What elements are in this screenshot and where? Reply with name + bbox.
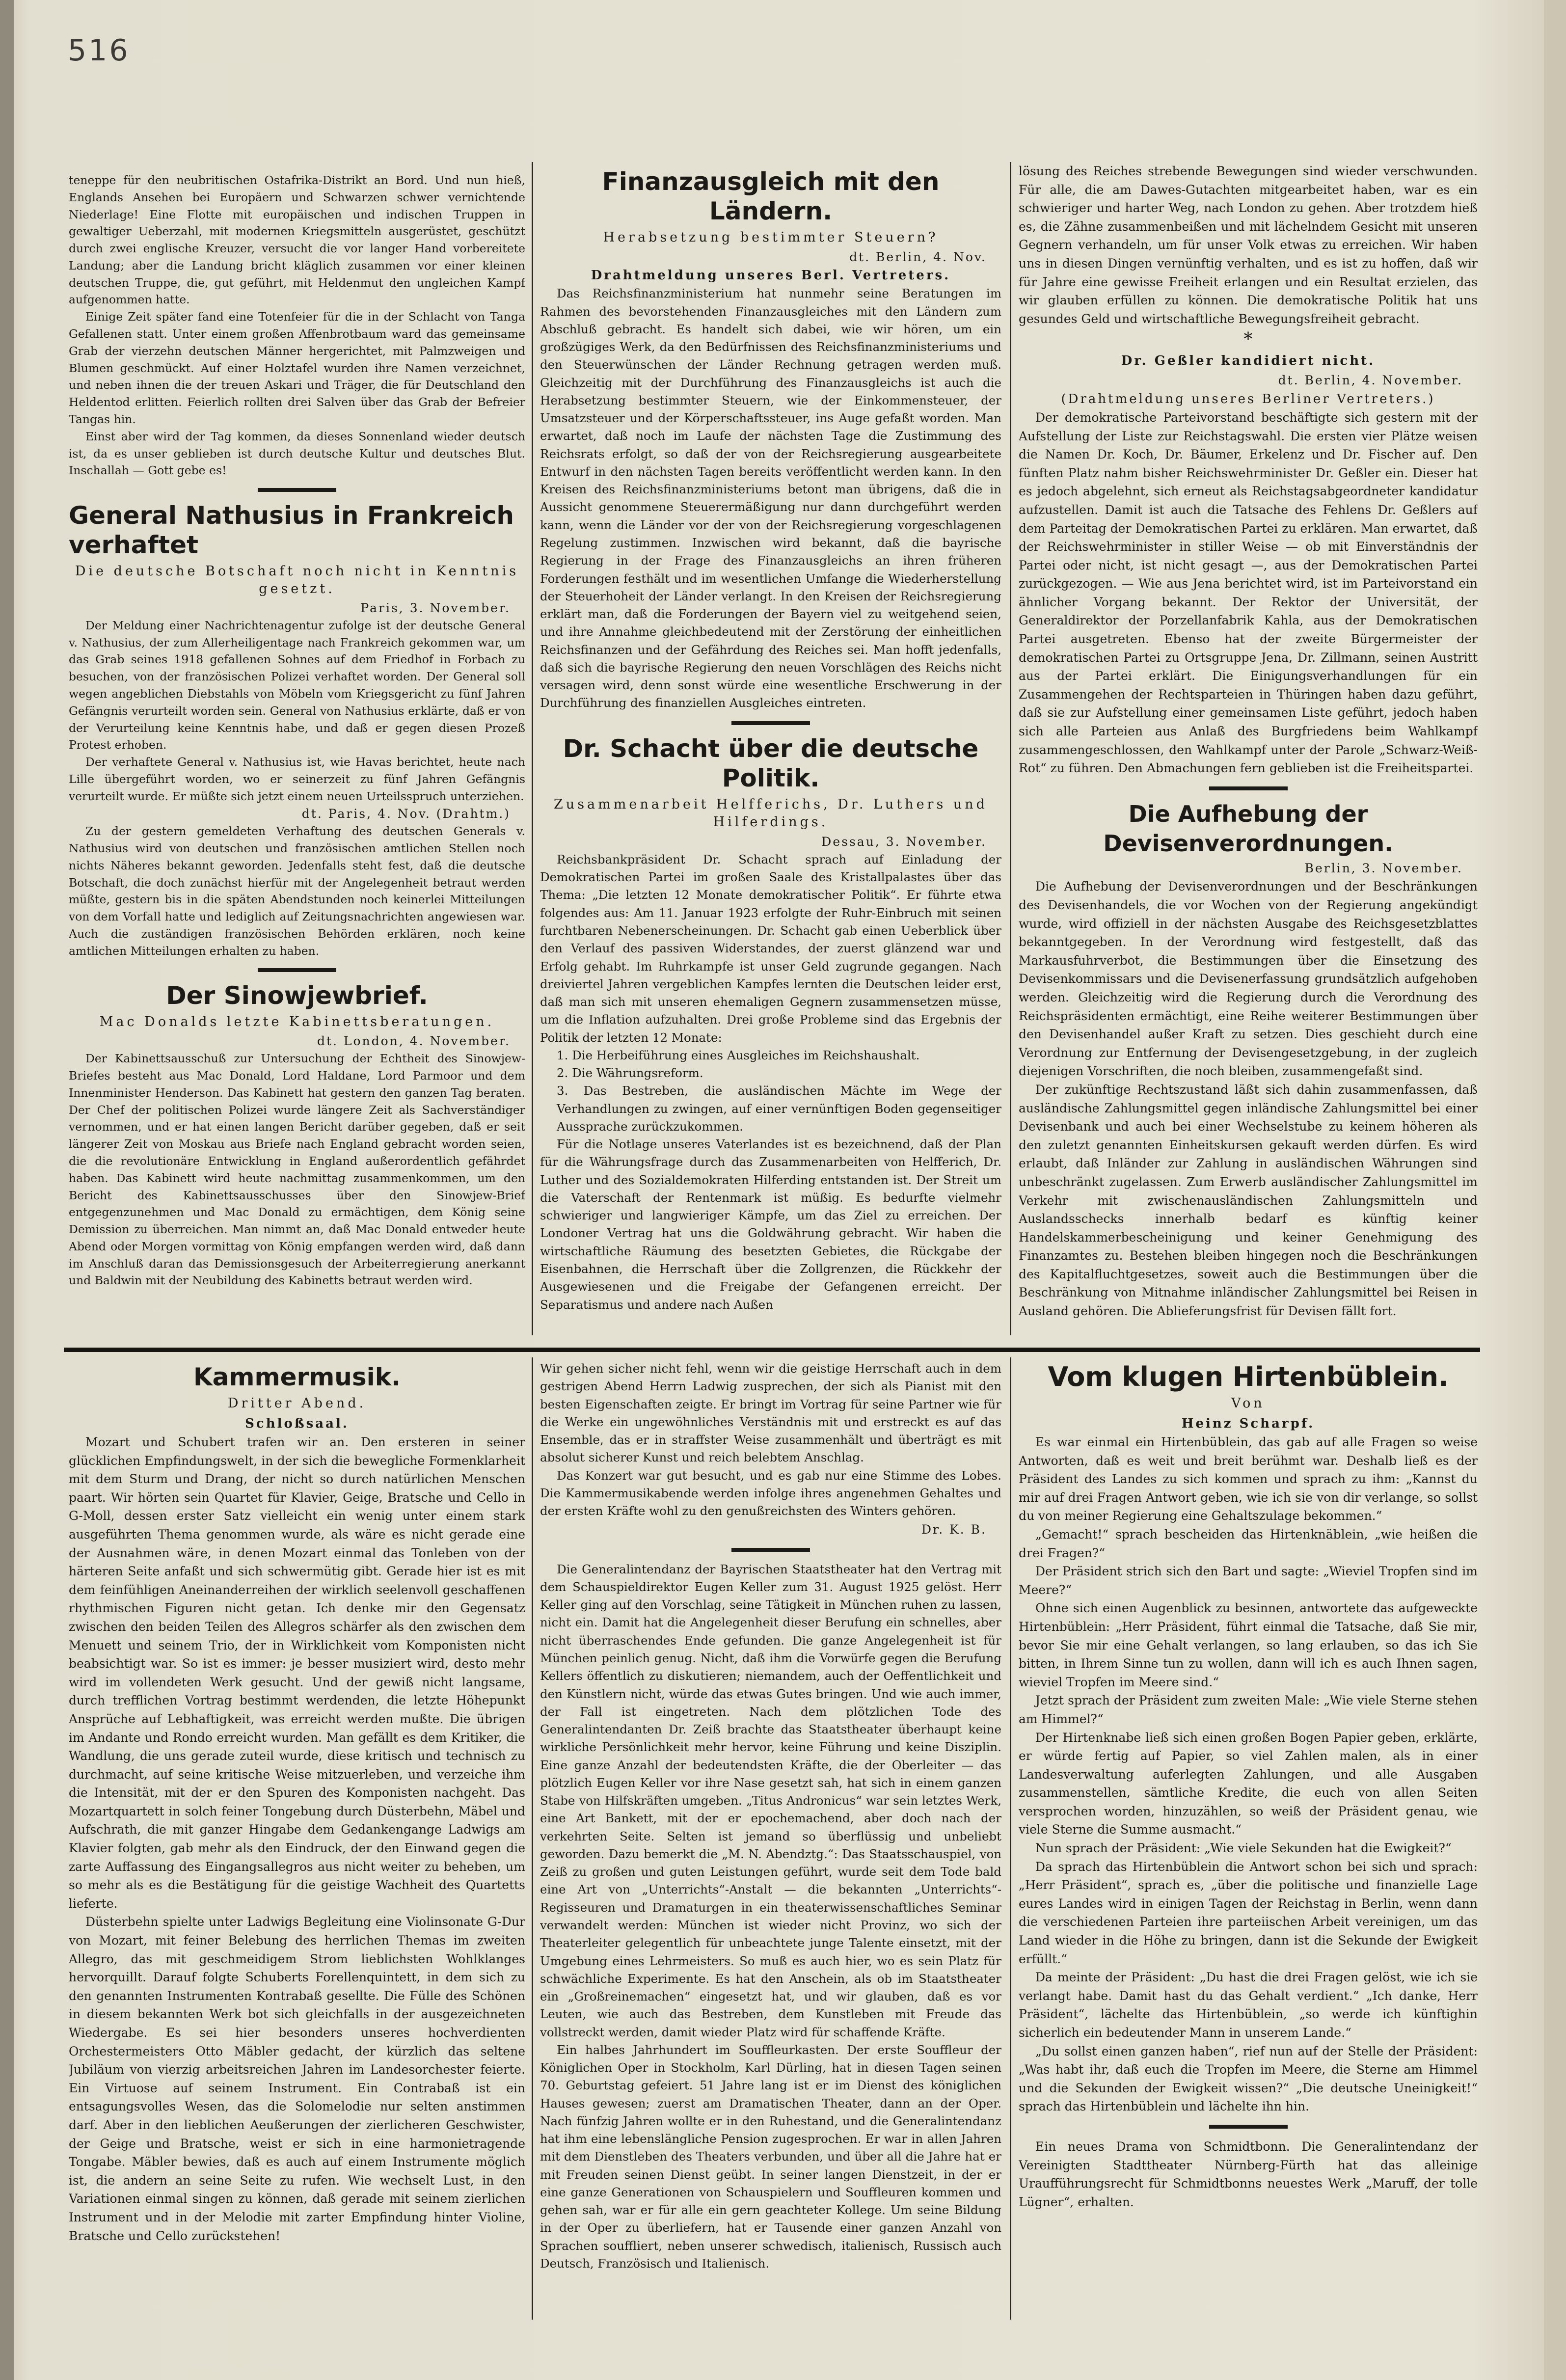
byline-gessler: (Drahtmeldung unseres Berliner Vertreters.) [1061, 391, 1435, 406]
dateline-devisenverordnungen: Berlin, 3. November. [1304, 861, 1463, 875]
article-separator [731, 1548, 810, 1552]
signature-kammermusik: Dr. K. B. [921, 1522, 987, 1537]
column-1 [69, 172, 525, 1340]
story-para-3: Der Präsident strich sich den Bart und sagte: „Wieviel Tropfen sind im Meere?“ [1019, 1564, 1478, 1597]
article-separator [1209, 786, 1288, 790]
byline-von: Von [1231, 1396, 1265, 1411]
headline-sinowjewbrief: Der Sinowjewbrief. [166, 981, 428, 1010]
article-nathusius-para-2: Der verhaftete General v. Nathusius ist, wie Havas berichtet, heute nach Lille übergeführt worden, wo er seinerzeit zu fünf Jahren Gefängnis verurteilt wurde. Er müßte sich jetzt einem neuen Urteilsspruch unterziehen. [69, 755, 525, 803]
article-tanga-para-2: Einige Zeit später fand eine Totenfeier für die in der Schlacht von Tanga Gefallenen statt. Unter einem großen Affenbrotbaum ward das gemeinsame Grab der vierzehn deutschen Männer hergerichtet, mit Palmzweigen und Blumen geschmückt. Auf einer Holztafel wurden ihre Namen verzeichnet, und neben ihnen die der treuen Askari und Träger, die für Deutschland den Heldentod erlitten. Feierlich rollten drei Salven über das Grab der Befreier Tangas hin. [69, 310, 525, 426]
article-nathusius-para-3: Zu der gestern gemeldeten Verhaftung des deutschen Generals v. Nathusius wird von deutschen und französischen amtlichen Stellen noch nichts Näheres bekannt geworden. Jedenfalls steht fest, daß die deutsche Botschaft, die doch zunächst hierfür mit der Angelegenheit betraut werden müßte, gestern bis in die späten Abendstunden noch keinerlei Mitteilungen von dem Vorfall hatte und lediglich auf Zeitungsnachrichten angewiesen war. Auch die zuständigen französischen Behörden erklären, noch keine amtlichen Mitteilungen erhalten zu haben. [69, 824, 525, 958]
story-para-6: Der Hirtenknabe ließ sich einen großen Bogen Papier geben, erklärte, er würde fertig auf Papier, so viel Zahlen malen, als in einer Landesverwaltung auferlegten Zahlungen, und alle Ausgaben zusammenstellen, sämtliche Kredite, die euch von allen Seiten versprochen worden, hinzuzählen, so weiß der Präsident genau, wie viele Sterne die Summe ausmacht.“ [1019, 1730, 1478, 1837]
column-rule [1010, 1357, 1011, 2320]
headline-nathusius: General Nathusius in Frankreich verhaftet [69, 501, 514, 560]
subheadline-nathusius: Die deutsche Botschaft noch nicht in Kenntnis gesetzt. [75, 564, 519, 597]
page-number: 516 [68, 33, 130, 68]
story-para-2: „Gemacht!“ sprach bescheiden das Hirtenknäblein, „wie heißen die drei Fragen?“ [1019, 1527, 1478, 1560]
article-kammermusik-para-1: Mozart und Schubert trafen wir an. Den ersteren in seiner glücklichen Empfindungswelt, in der sich die bewegliche Formenklarheit mit dem Sturm und Drang, der nicht so durch natürlichen Menschen paart. Wir hörten sein Quartet für Klavier, Geige, Bratsche und Cello in G-Moll, dessen erster Satz vielleicht ein wenig unter einem stark ausgeführten Thema genommen wurde, als wäre es nicht gerade eine der Ausnahmen wäre, in denen Mozart einmal das Tonleben von der härteren Seite anfaßt und sich schwermütig gibt. Gerade hier ist es mit dem feinfühligen Aneinanderreihen der wirklich seelenvoll geschaffenen rhythmischen Figuren nicht getan. Ich denke mir den Gegensatz zwischen den beiden Teilen des Allegros schärfer als den zwischen dem Menuett und seinem Trio, der in Wirklichkeit vom Komponisten nicht beabsichtigt war. So ist es immer: je besser musiziert wird, desto mehr wird im vollendeten Werk gesucht. Und der gewiß nicht langsame, durch trefflichen Vortrag bestimmt werdenden, die letzte Höhepunkt Ansprüche auf Lebhaftigkeit, was erreicht werden mußte. Die übrigen im Andante und Rondo erreicht wurden. Man gefällt es dem Kritiker, die Wandlung, die uns gerade zuteil wurde, diese kritisch und technisch zu durchmacht, auf seine kritische Weise mitzuerleben, und verzeiche ihm die Intensität, mit der er den Spuren des Komponisten nachgeht. Das Mozartquartett in solch feiner Tongebung durch Düsterbehn, Mäbel und Aufschrath, die mit ganzer Hingabe dem Gedankengange Ladwigs am Klavier folgten, gab mehr als den Eindruck, der den Einwand gegen die zarte Auffassung des Eingangsallegros aus nicht weiter zu beheben, um so mehr als es die Bestätigung für die geistige Wachheit des Quartetts lieferte. [69, 1435, 525, 1911]
dateline-nathusius-1: Paris, 3. November. [360, 601, 511, 616]
dateline-nathusius-2: dt. Paris, 4. Nov. (Drahtm.) [301, 807, 511, 821]
subheadline-sinowjewbrief: Mac Donalds letzte Kabinettsberatungen. [99, 1014, 495, 1030]
headline-gessler: Dr. Geßler kandidiert nicht. [1121, 353, 1376, 369]
binding-edge [0, 0, 14, 2380]
subheadline-kammermusik: Dritter Abend. [227, 1396, 367, 1411]
headline-devisenverordnungen: Die Aufhebung der Devisenverordnungen. [1103, 800, 1393, 857]
headline-schacht: Dr. Schacht über die deutsche Politik. [563, 734, 979, 792]
story-para-10: „Du sollst einen ganzen haben“, rief nun auf der Stelle der Präsident: „Was habt ihr, daß euch die Tropfen im Meere, die Sterne am Himmel und die Sekunden der Ewigkeit wissen?“ „Die deutsche Uneinigkeit!“ sprach das Hirtenbüblein und lächelte ihn hin. [1019, 2044, 1478, 2114]
dateline-schacht: Dessau, 3. November. [821, 834, 987, 849]
headline-finanzausgleich: Finanzausgleich mit den Ländern. [602, 167, 940, 225]
dateline-sinowjewbrief: dt. London, 4. November. [317, 1034, 511, 1049]
column-rule [1010, 162, 1011, 1335]
subheadline-finanzausgleich: Herabsetzung bestimmter Steuern? [603, 230, 939, 245]
dateline-finanzausgleich: dt. Berlin, 4. Nov. [849, 250, 987, 264]
article-nathusius-para-1: Der Meldung einer Nachrichtenagentur zufolge ist der deutsche General v. Nathusius, der zum Allerheiligentage nach Frankreich gekommen war, um das Grab seines 1918 gefallenen Sohnes auf dem Friedhof in Forbach zu besuchen, von der französischen Polizei verhaftet worden. Der General soll wegen angeblichen Diebstahls von Möbeln vom Kriegsgericht zu fünf Jahren Gefängnis verurteilt worden sein. General von Nathusius erklärte, daß er von der Verurteilung keine Kenntnis habe, und daß er gegen diesen Prozeß Protest erhoben. [69, 618, 525, 752]
article-schacht-para-1: Reichsbankpräsident Dr. Schacht sprach auf Einladung der Demokratischen Partei im großen Saale des Kristallpalastes über das Thema: „Die letzten 12 Monate demokratischer Politik“. Er führte etwa folgendes aus: Am 11. Januar 1923 erfolgte der Ruhr-Einbruch mit seinen furchtbaren Nebenerscheinungen. Dr. Schacht gab einen Ueberblick über den Verlauf des passiven Widerstandes, der zuerst glänzend war und Erfolg gehabt. Im Ruhrkampfe ist unser Geld zugrunde gegangen. Nach dreiviertel Jahren vergeblichen Kampfes lernten die Deutschen leider erst, daß man sich mit unseren ehemaligen Gegnern zusammensetzen müsse, um die Inflation aufzuhalten. Drei große Probleme sind das Ergebnis der Politik der letzten 12 Monate: [540, 852, 1001, 1045]
dateline-gessler: dt. Berlin, 4. November. [1278, 373, 1463, 388]
article-separator [258, 488, 336, 492]
article-gessler-para-1: Der demokratische Parteivorstand beschäftigte sich gestern mit der Aufstellung der Liste zur Reichstagswahl. Die ersten vier Plätze weisen die Namen Dr. Koch, Dr. Bäumer, Erkelenz und Dr. Fischer auf. Den fünften Platz nahm bisher Reichswehrminister Dr. Geßler ein. Dieser hat es jedoch abgelehnt, sich erneut als Reichstagsabgeordneter kandidatur aufzustellen. Damit ist auch die Tatsache des Fehlens Dr. Geßlers auf dem Parteitag der Demokratischen Partei zu erklären. Man erwartet, daß der Reichswehrminister in stiller Weise — ob mit Einverständnis der Partei oder nicht, ist nicht gesagt —, aus der Demokratischen Partei zurückgezogen. — Wie aus Jena berichtet wird, ist im Parteivorstand ein ähnlicher Vorgang bekannt. Der Rektor der Universität, der Generaldirektor der Porzellanfabrik Kahla, aus der Demokratischen Partei ausgetreten. Ebenso hat der zweite Bürgermeister der demokratischen Partei zu Ortsgruppe Jena, Dr. Zillmann, seinen Austritt aus der Partei erklärt. Die Einigungsverhandlungen für ein Zusammengehen der Rechtsparteien in Thüringen haben dazu geführt, daß sie zur Aufstellung einer gemeinsamen Liste geführt, jedoch haben sich alle Parteien aus Anlaß des Burgfriedens beim Wahlkampf zusammengeschlossen, den Wahlkampf unter der Parole „Schwarz-Weiß-Rot“ zu führen. Den Abmachungen fern geblieben ist die Freiheitspartei. [1019, 410, 1478, 776]
byline-finanzausgleich: Drahtmeldung unseres Berl. Vertreters. [591, 268, 951, 283]
article-devisen-para-1: Die Aufhebung der Devisenverordnungen und der Beschränkungen des Devisenhandels, die vor Wochen von der Regierung angekündigt wurde, wird offiziell in der nächsten Ausgabe des Reichsgesetzblattes bekanntgegeben. In der Verordnung wird festgestellt, daß das Markausfuhrverbot, die Bestimmungen über die Einsetzung des Devisenkommissars und die Devisenerfassung grundsätzlich aufgehoben werden. Gleichzeitig wird die Regierung durch die Verordnung des Reichspräsidenten ermächtigt, eine Reihe weiterer Bestimmungen über den Devisenhandel außer Kraft zu setzen. Dies geschieht durch eine Verordnung zur Entfernung der Devisengesetzgebung, in der zugleich diejenigen Vorschriften, die noch bleiben, zusammengefaßt sind. [1019, 879, 1478, 1079]
story-para-4: Ohne sich einen Augenblick zu besinnen, antwortete das aufgeweckte Hirtenbüblein: „Herr Präsident, führt einmal die Tatsache, daß Sie mir, bevor Sie mir eine Gehalt verlangen, so lang erlauben, so das ich Sie bitten, in Ihrem Sinne tun zu wollen, dann will ich es auch Ihnen sagen, wieviel Tropfen im Meere sind.“ [1019, 1601, 1478, 1689]
list-item: 3. Das Bestreben, die ausländischen Mächte im Wege der Verhandlungen zu zwingen, auf einer vernünftigen Boden gegenseitiger Aussprache zurückzukommen. [557, 1083, 1001, 1134]
subheadline-schacht: Zusammenarbeit Helfferichs, Dr. Luthers und Hilferdings. [554, 796, 988, 830]
article-separator [731, 721, 810, 725]
article-kammermusik-para-2: Düsterbehn spielte unter Ladwigs Begleitung eine Violinsonate G-Dur von Mozart, mit feiner Belebung des herrlichen Themas im zweiten Allegro, das mit geschmeidigem Strom lieblichsten Wohlklanges hervorquillt. Darauf folgte Schuberts Forellenquintett, in dem sich zu den genannten Instrumenten Kontrabaß gesellte. Die Fülle des Schönen in diesem bekannten Werk bot sich gleichfalls in der ausgezeichneten Wiedergabe. Es sei hier besonders unseres hochverdienten Orchestermeisters Otto Mäbler gedacht, der kürzlich das seltene Jubiläum von vierzig arbeitsreichen Jahren im Landesorchester feierte. Ein Virtuose auf seinem Instrument. Ein Contrabaß ist ein entsagungsvolles Wesen, das die Solomelodie nur selten anstimmen darf. Aber in den lieblichen Aeußerungen der zierlicheren Geschwister, der Geige und Bratsche, weist er sich in eine harmonietragende Tongabe. Mäbler bewies, daß es auch auf einem Instrumente möglich ist, die andern an seine Seite zu rufen. Wie wechselt Lust, in den Variationen einmal singen zu können, daß gerade mit seinem zierlichen Instrument und in der Melodie mit zarter Empfindung hinter Violine, Bratsche und Cello zurückstehen! [69, 1915, 525, 2243]
article-generalintendanz: Die Generalintendanz der Bayrischen Staatstheater hat den Vertrag mit dem Schauspieldirektor Eugen Keller zum 31. August 1925 gelöst. Herr Keller ging auf den Vorschlag, seine Tätigkeit in München ruhen zu lassen, nicht ein. Damit hat die Angelegenheit dieser Berufung ein schnelles, aber nicht überraschendes Ende gefunden. Die ganze Angelegenheit ist für München peinlich genug. Nicht, daß ihm die Vorwürfe gegen die Berufung Kellers öffentlich zu diskutieren; niemandem, auch der Oeffentlichkeit und den Künstlern nicht, würde das etwas Gutes bringen. Und wie auch immer, der Fall ist eingetreten. Nach dem plötzlichen Tode des Generalintendanten Dr. Zeiß brachte das Staatstheater überhaupt keine wirkliche Persönlichkeit mehr hervor, keine Führung und keine Disziplin. Eine ganze Anzahl der bedeutendsten Kräfte, die der Oberleiter — das plötzlich Eugen Keller vor ihre Nase gesetzt sah, hat sich in einem ganzen Stabe von Hilfskräften umgeben. „Titus Andronicus“ war sein letztes Werk, eine Art Bankett, mit der er epochemachend, aber doch nach der verkehrten Seite. Selten ist jemand so überflüssig und unbeliebt geworden. Dazu bemerkt die „M. N. Abendztg.“: Das Staatsschauspiel, von Zeiß zu großen und guten Leistungen geführt, wurde seit dem Tode bald eine Art von „Unterrichts“-Anstalt — die bekannten „Unterrichts“-Regisseuren und Dramaturgen in ein theaterwissenschaftliches Seminar verwandelt werden: München ist wieder nicht Provinz, wo sich der Theaterleiter gelegentlich für unbeachtete junge Talente einsetzt, mit der Umgebung eines Lehrmeisters. So muß es auch hier, wo es sein Platz für schwächliche Experimente. Es hat den Anschein, als ob im Staatstheater ein „Großreinemachen“ eingesetzt hat, und wir glauben, daß es vor Leuten, wie auch das Bestreben, dem Kunstleben mit Freude das vollstreckt werden, damit wieder Platz wird für schaffende Kräfte. [540, 1562, 1001, 2039]
column-rule [532, 162, 533, 1335]
article-souffleur: Ein halbes Jahrhundert im Souffleurkasten. Der erste Souffleur der Königlichen Oper in Stockholm, Karl Dürling, hat in diesen Tagen seinen 70. Geburtstag gefeiert. 51 Jahre lang ist er im Dienst des königlichen Hauses gewesen; zuerst am Dramatischen Theater, dann an der Oper. Nach fünfzig Jahren wollte er in den Ruhestand, und die Generalintendanz hat ihm eine lebenslängliche Pension zugesprochen. Er war in allen Jahren mit dem Dienstleben des Theaters verbunden, und über all die Jahre hat er mit Freuden seinen Dienst geübt. In seiner langen Dienstzeit, in der er eine ganze Generationen von Schauspielern und Souffleuren kommen und gehen sah, war er für alle ein gern geachteter Kollege. Um seine Bildung in der Oper zu überliefern, hat er Tausende einer ganzen Anzahl von Sprachen souffliert, neben unserer schwedisch, italienisch, Russisch auch Deutsch, Französisch und Italienisch. [540, 2042, 1001, 2271]
list-item: 1. Die Herbeiführung eines Ausgleiches im Reichshaushalt. [557, 1048, 920, 1062]
story-para-7: Nun sprach der Präsident: „Wie viele Sekunden hat die Ewigkeit?“ [1035, 1841, 1452, 1856]
column-rule [532, 1357, 533, 2320]
article-kammermusik-continued: Wir gehen sicher nicht fehl, wenn wir die geistige Herrschaft auch in dem gestrigen Abend Herrn Ladwig zusprechen, der sich als Pianist mit den besten Eigenschaften zeigte. Er bringt im Vortrag für seine Partner wie für die Werke ein ungewöhnliches Verständnis mit und erstreckt es auf das Ensemble, das er in straffster Weise zusammenhält und überträgt es mit absolut sicherer Kunst und reich belebtem Anschlag. [540, 1361, 1001, 1465]
column-3 [1019, 162, 1478, 1335]
article-schacht-para-2: Für die Notlage unseres Vaterlandes ist es bezeichnend, daß der Plan für die Währungsfrage durch das Zusammenarbeiten von Helfferich, Dr. Luther und des Sozialdemokraten Hilferding entstanden ist. Der Streit um die Vaterschaft der Rentenmark ist müßig. Es bedurfte vielmehr schwieriger und langwieriger Kämpfe, um das Ziel zu erreichen. Der Londoner Vertrag hat uns die Goldwährung gebracht. Wir haben die wirtschaftliche Räumung des besetzten Gebietes, die Rückgabe der Eisenbahnen, die Herrschaft über die Zollgrenzen, die Rückkehr der Ausgewiesenen und die Freigabe der Gefangenen erreicht. Der Separatismus und andere nach Außen [540, 1137, 1001, 1312]
article-schacht-continued: lösung des Reiches strebende Bewegungen sind wieder verschwunden. Für alle, die am Dawes-Gutachten mitgearbeitet haben, war es ein schwieriger und harter Weg, nach London zu gehen. Aber trotzdem hieß es, die Zähne zusammenbeißen und mit lächelndem Gesicht mit unseren Gegnern verhandeln, um für unser Volk etwas zu erreichen. Wir haben uns in diesen Dingen vernünftig verhalten, und es ist zu hoffen, daß wir für Jahre eine gewisse Freiheit erlangen und ein Resultat erzielen, das wir glauben erfüllen zu können. Die demokratische Politik hat uns gesundes Geld und wirtschaftliche Bewegungsfreiheit gebracht. [1019, 164, 1478, 326]
article-devisen-para-2: Der zukünftige Rechtszustand läßt sich dahin zusammenfassen, daß ausländische Zahlungsmittel gegen inländische Zahlungsmittel bei einer Devisenbank und auch bei einer Wechselstube zu keinem höheren als den zuletzt genannten Einheitskursen gekauft werden dürfen. Es wird erlaubt, daß Inländer zur Zahlung in ausländischen Währungen sind unbeschränkt zugelassen. Zum Erwerb ausländischer Zahlungsmittel im Verkehr mit zwischenausländischen Zahlungsmitteln und Auslandsschecks innerhalb bedarf es künftig keiner Handelskammerbescheinigung und keiner Genehmigung des Finanzamtes zu. Bestehen bleiben hingegen noch die Beschränkungen des Kapitalfluchtgesetzes, soweit auch die Bestimmungen über die Beschränkung von Mitnahme inländischer Zahlungsmittel bei Reisen in Ausland gehören. Die Ablieferungsfrist für Devisen fällt fort. [1019, 1082, 1478, 1319]
adjacent-page-edge [1544, 0, 1566, 2380]
headline-hirtenbueblein: Vom klugen Hirtenbüblein. [1048, 1362, 1449, 1392]
article-sinowjewbrief-para-1: Der Kabinettsausschuß zur Untersuchung der Echtheit des Sinowjew-Briefes besteht aus Mac Donald, Lord Haldane, Lord Parmoor und dem Innenminister Henderson. Das Kabinett hat gestern den ganzen Tag beraten. Der Chef der politischen Polizei wurde längere Zeit als Sachverständiger vernommen, und er hat einen langen Bericht darüber gegeben, daß er seit längerer Zeit von Moskau aus Briefe nach England gebracht worden seien, die die revolutionäre Entwicklung in England außerordentlich gefährdet haben. Das Kabinett wird heute nachmittag zusammenkommen, um den Bericht des Kabinettsausschusses über den Sinowjew-Brief entgegenzunehmen und Mac Donald zu ermächtigen, dem König seine Demission zu überreichen. Man nimmt an, daß Mac Donald entweder heute Abend oder Morgen vormittag von König empfangen werden wird, daß dann im Anschluß daran das Demissionsgesuch der Arbeiterregierung anerkannt und Baldwin mit der Neubildung des Kabinetts betraut werden wird. [69, 1052, 525, 1288]
venue-kammermusik: Schloßsaal. [245, 1416, 349, 1431]
feuilleton-divider [64, 1348, 1480, 1352]
story-para-9: Da meinte der Präsident: „Du hast die drei Fragen gelöst, wie ich sie verlangt habe. Damit hast du das Gehalt verdient.“ „Ich danke, Herr Präsident“, lächelte das Hirtenbüblein, „so werde ich künftighin sicherlich ein bedeutender Mann in unserem Lande.“ [1019, 1970, 1478, 2040]
article-tanga-para-3: Einst aber wird der Tag kommen, da dieses Sonnenland wieder deutsch ist, da es unser geblieben ist durch deutsche Kultur und deutsches Blut. Inschallah — Gott gebe es! [69, 429, 525, 478]
article-separator [258, 968, 336, 972]
feuilleton-column-3 [1019, 1362, 1478, 2339]
author-name: Heinz Scharpf. [1181, 1416, 1315, 1431]
story-para-5: Jetzt sprach der Präsident zum zweiten Male: „Wie viele Sterne stehen am Himmel?“ [1019, 1693, 1478, 1726]
asterisk-separator: * [1243, 329, 1253, 350]
feuilleton-column-1 [69, 1362, 525, 2339]
story-para-1: Es war einmal ein Hirtenbüblein, das gab auf alle Fragen so weise Antworten, daß es weit und breit berühmt war. Deshalb ließ es der Präsident des Landes zu sich kommen und sprach zu ihm: „Kannst du mir auf drei Fragen Antwort geben, wie ich sie von dir verlange, so sollst du von meiner Regierung eine Gehaltszulage bekommen.“ [1019, 1435, 1478, 1523]
article-schmidtbonn: Ein neues Drama von Schmidtbonn. Die Generalintendanz der Vereinigten Stadttheater Nürnberg-Fürth hat das alleinige Uraufführungsrecht für Schmidtbonns neuestes Werk „Maruff, der tolle Lügner“, erhalten. [1019, 2139, 1478, 2209]
story-para-8: Da sprach das Hirtenbüblein die Antwort schon bei sich und sprach: „Herr Präsident“, sprach es, „über die politische und finanzielle Lage eures Landes wird in einigen Tagen der Reichstag in Berlin, wenn dann die verschiedenen Parteien ihre parteiischen Arbeit vereinigen, um das Land wieder in die Höhe zu bringen, dann ist die Sekunde der Ewigkeit erfüllt.“ [1019, 1859, 1478, 1966]
column-2 [540, 167, 1001, 1340]
article-separator [1209, 2125, 1288, 2129]
headline-kammermusik: Kammermusik. [193, 1363, 401, 1391]
feuilleton-column-2 [540, 1360, 1001, 2339]
article-tanga-intro: teneppe für den neubritischen Ostafrika-Distrikt an Bord. Und nun hieß, Englands Ansehen bei Europäern und Schwarzen schwer vernichtende Niederlage! Eine Flotte mit europäischen und indischen Truppen in gewaltiger Ueberzahl, mit modernen Kriegsmitteln ausgerüstet, geschützt durch zwei englische Kreuzer, versucht die vor langer Hand vorbereitete Landung; aber die Landung bricht kläglich zusammen vor einer kleinen deutschen Truppe, die, gut geführt, mit Heldenmut den ungleichen Kampf aufgenommen hatte. [69, 173, 525, 307]
article-finanzausgleich-para-1: Das Reichsfinanzministerium hat nunmehr seine Beratungen im Rahmen des bevorstehenden Finanzausgleiches mit den Ländern zum Abschluß gebracht. Es handelt sich dabei, wie wir hören, um ein großzügiges Werk, da den Bedürfnissen des Reichsfinanzministeriums und den Steuerwünschen der Länder Rechnung getragen werden muß. Gleichzeitig mit der Durchführung des Finanzausgleichs ist auch die Herabsetzung bestimmter Steuern, wie der Einkommensteuer, der Umsatzsteuer und der Körperschaftssteuer, ins Auge gefaßt worden. Man erwartet, daß noch im Laufe der nächsten Tage die Zustimmung des Reichsrats erfolgt, so daß der von der Reichsregierung ausgearbeitete Entwurf in den nächsten Tagen bereits veröffentlicht werden kann. In den Kreisen des Reichsfinanzministeriums betont man übrigens, daß die in Aussicht genommene Steuerermäßigung nur dann durchgeführt werden kann, wenn die Länder vor der von der Reichsregierung vorgeschlagenen Regelung zustimmen. Inzwischen wird bekannt, daß die bayrische Regierung in der Frage des Finanzausgleichs an ihren früheren Forderungen festhält und im wesentlichen Umfange die Wiederherstellung der Steuerhoheit der Länder verlangt. In den Kreisen der Reichsregierung erklärt man, daß die Forderungen der Bayern viel zu weitgehend seien, und ihre Annahme gleichbedeutend mit der Zerstörung der einheitlichen Reichsfinanzen und der Gefährdung des Reiches sei. Man hofft jedenfalls, daß sich die bayrische Regierung den neuen Vorschlägen des Reichs nicht versagen wird, denn sonst würde eine wesentliche Erschwerung in der Durchführung des finanziellen Ausgleiches eintreten. [540, 286, 1001, 710]
article-kammermusik-para-3: Das Konzert war gut besucht, und es gab nur eine Stimme des Lobes. Die Kammermusikabende werden infolge ihres angenehmen Gehaltes und der ersten Kräfte wohl zu den genußreichsten des Winters gehören. [540, 1468, 1001, 1518]
list-item: 2. Die Währungsreform. [557, 1066, 703, 1081]
